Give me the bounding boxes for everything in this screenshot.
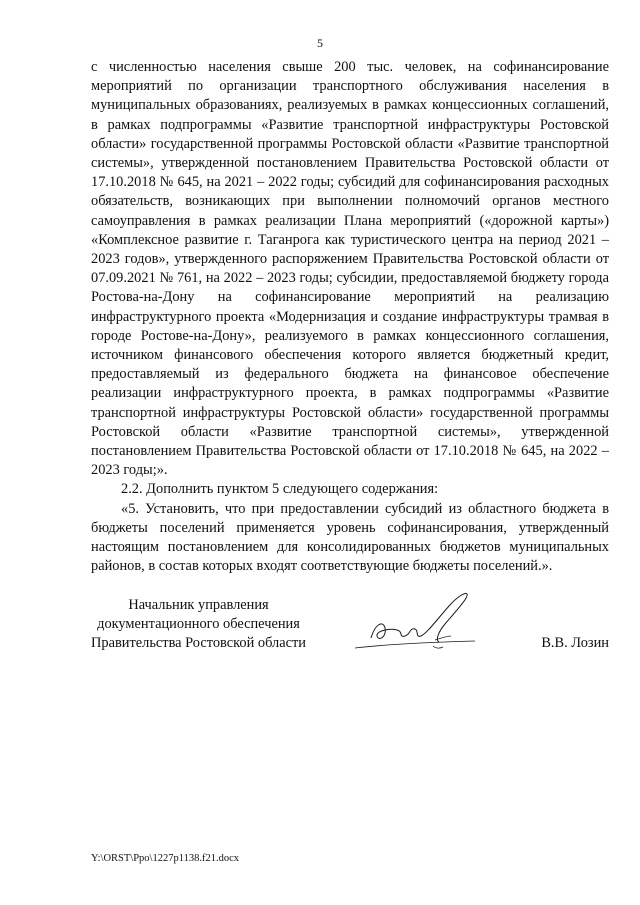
paragraph-continuation: с численностью населения свыше 200 тыс. человек, на софинансирование мероприятий по организации транспортного обслуживания населения в муниципальных образованиях, реализуемых в рамках концессионных соглашений, в рамках подпрограммы «Развитие транспортной инфраструктуры Ростовской области» государственной программы Ростовской области «Развитие транспортной системы», утвержденной постановлением Правительства Ростовской области от 17.10.2018 № 645, на 2021 – 2022 годы; субсидий для софинансирования расходных обязательств, возникающих при выполнении полномочий органов местного самоуправления в рамках реализации Плана мероприятий («дорожной карты») «Комплексное развитие г. Таганрога как туристического центра на период 2021 – 2023 годов», утвержденного распоряжением Правительства Ростовской области от 07.09.2021 № 761, на 2022 – 2023 годы; субсидии, предоставляемой бюджету города Ростова-на-Дону на софинансирование мероприятий на реализацию инфраструктурного проекта «Модернизация и создание инфраструктуры трамвая в городе Ростове-на-Дону», реализуемого в рамках концессионного соглашения, источником финансового обеспечения которого является бюджетный кредит, предоставляемый из федерального бюджета на финансовое обеспечение реализации инфраструктурного проекта, в рамках подпрограммы «Развитие транспортной инфраструктуры Ростовской области» государственной программы Ростовской области «Развитие транспортной системы», утвержденной постановлением Правительства Ростовской области от 17.10.2018 № 645, на 2022 – 2023 годы;». [91, 59, 609, 479]
document-body [91, 58, 609, 576]
signatory-position-line: документационного обеспечения [97, 616, 300, 632]
signatory-position [91, 596, 306, 653]
paragraph-amendment-2-2: 2.2. Дополнить пунктом 5 следующего содержания: [121, 481, 439, 498]
signatory-position-line: Правительства Ростовской области [91, 635, 306, 651]
handwritten-signature [349, 584, 479, 664]
signatory-position-line: Начальник управления [128, 597, 269, 613]
page-number: 5 [317, 36, 323, 50]
file-path: Y:\ORST\Ppo\1227p1138.f21.docx [91, 853, 239, 864]
signature-block [91, 596, 609, 666]
paragraph-clause-5: «5. Установить, что при предоставлении субсидий из областного бюджета в бюджеты поселений применяется уровень софинансирования, утвержденный настоящим постановлением для консолидированных бюджетов муниципальных районов, в состав которых входят соответствующие бюджеты поселений.». [91, 500, 609, 575]
signatory-name: В.В. Лозин [541, 635, 609, 651]
